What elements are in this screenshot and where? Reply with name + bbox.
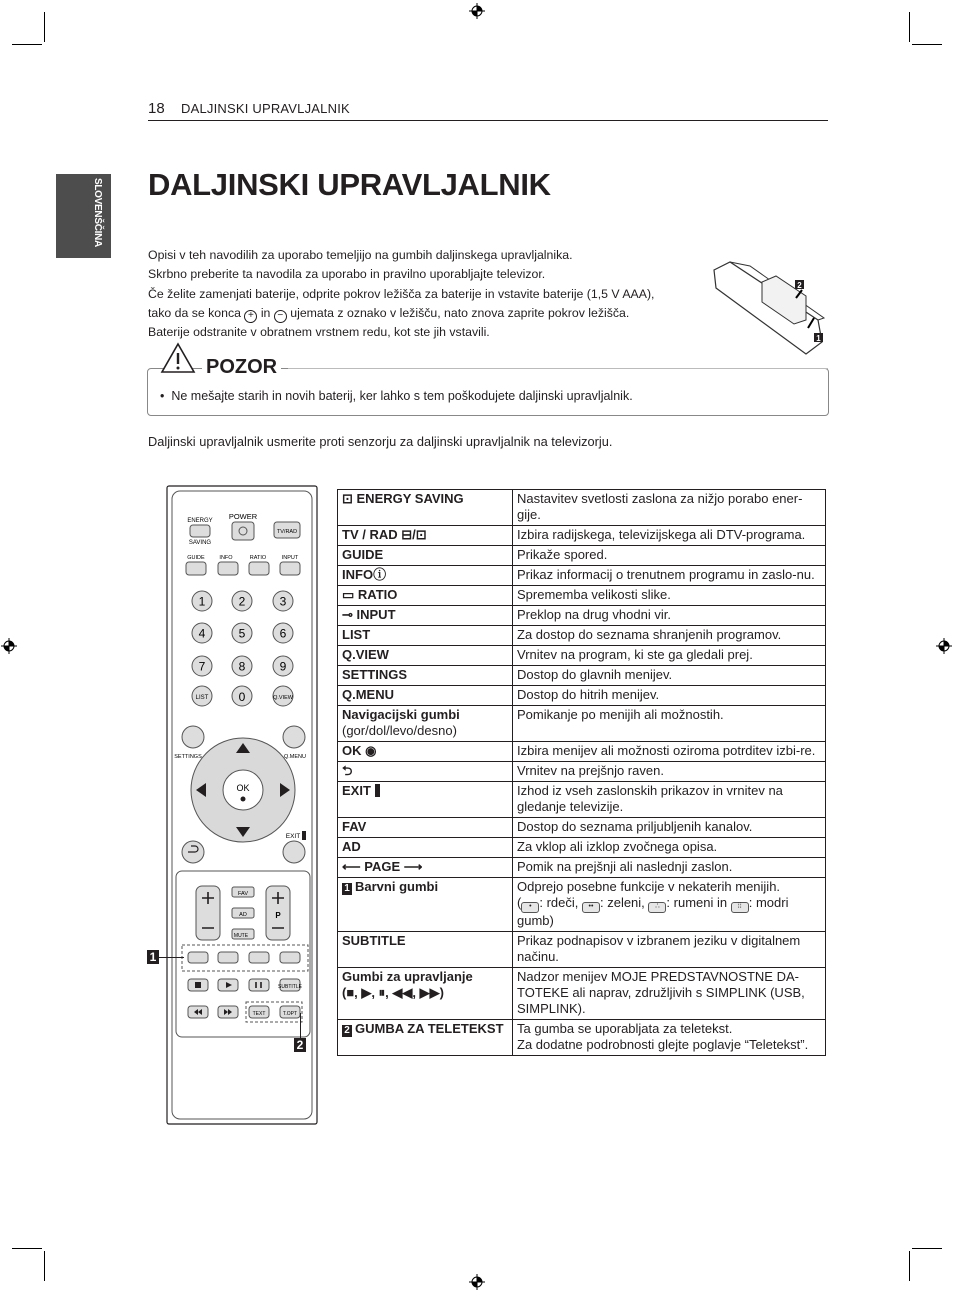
ratio-icon: ▭ [342, 587, 358, 602]
green-button-icon: •• [582, 902, 600, 913]
page-left-icon: ⟵ [342, 859, 365, 874]
table-row: GUIDE Prikaže spored. [338, 546, 826, 566]
remote-label: SUBTITLE [278, 984, 302, 990]
digit-label: 3 [279, 594, 287, 609]
page-right-icon: ⟶ [400, 859, 423, 874]
ok-dot-icon: ◉ [365, 743, 377, 758]
table-row: Navigacijski gumbi (gor/dol/levo/desno) Pomikanje po menijih ali možnostih. [338, 706, 826, 742]
language-label: SLOVENŠČINA [92, 178, 103, 247]
table-row: Q.MENU Dostop do hitrih menijev. [338, 686, 826, 706]
energy-saving-icon: ⊡ [342, 491, 357, 506]
digit-keys [192, 591, 293, 676]
remote-label: GUIDE [187, 555, 205, 561]
digit-label: 7 [198, 659, 206, 674]
table-row: FAV Dostop do seznama priljubljenih kanalov. [338, 818, 826, 838]
table-row: OK ◉ Izbira menijev ali možnosti oziroma potrditev izbi-re. [338, 742, 826, 762]
tv-radio-icon: ⊟/⊡ [401, 527, 427, 542]
running-header: DALJINSKI UPRAVLJALNIK [181, 101, 350, 116]
crop-mark [44, 12, 45, 42]
intro-line: Baterije odstranite v obratnem vrstnem redu, kot ste jih vstavili. [148, 325, 490, 340]
remote-label: Q.VIEW [273, 695, 293, 701]
table-row: LIST Za dostop do seznama shranjenih programov. [338, 626, 826, 646]
remote-label: Q.MENU [284, 754, 306, 760]
remote-label: INFO [219, 555, 233, 561]
crop-mark [12, 1248, 42, 1249]
table-row: 2 GUMBA ZA TELETEKST Ta gumba se uporabljata za teletekst. Za dodatne podrobnosti glejte poglavje “Teletekst”. [338, 1020, 826, 1056]
registration-mark-icon [469, 1274, 485, 1290]
digit-label: 4 [198, 626, 206, 641]
pointing-instruction: Daljinski upravljalnik usmerite proti senzorju za daljinski upravljalnik na televizorju. [148, 434, 613, 449]
callout-badge: 2 [294, 1038, 306, 1052]
digit-label: 2 [238, 594, 246, 609]
table-row: EXIT Izhod iz vseh zaslonskih prikazov in vrnitev na gledanje televizije. [338, 782, 826, 818]
remote-label: TV/RAD [276, 529, 298, 535]
table-row: AD Za vklop ali izklop zvočnega opisa. [338, 838, 826, 858]
table-row: SETTINGS Dostop do glavnih menijev. [338, 666, 826, 686]
page-title: DALJINSKI UPRAVLJALNIK [148, 167, 551, 202]
exit-bar-icon [375, 784, 380, 797]
plus-terminal-icon: + [244, 310, 257, 323]
remote-label: ENERGY [187, 518, 213, 524]
digit-label: 1 [198, 594, 206, 609]
registration-mark-icon [936, 638, 952, 654]
caution-item: • Ne mešajte starih in novih baterij, ker lahko s tem poškodujete daljinski upravljalnik. [160, 389, 633, 403]
battery-cover-illustration [710, 258, 832, 358]
digit-label: 6 [279, 626, 287, 641]
remote-label: POWER [228, 512, 258, 521]
crop-mark [912, 44, 942, 45]
table-row: ⮌ Vrnitev na prejšnjo raven. [338, 762, 826, 782]
remote-label: FAV [238, 891, 248, 897]
remote-label: TEXT [252, 1011, 266, 1017]
table-row: Q.VIEW Vrnitev na program, ki ste ga gledali prej. [338, 646, 826, 666]
intro-line: Če želite zamenjati baterije, odprite pokrov ležišča za baterije in vstavite baterije (1,5 V AAA), [148, 286, 655, 301]
table-row: SUBTITLE Prikaz podnapisov v izbranem jeziku v digitalnem načinu. [338, 932, 826, 968]
step-number: 1 [816, 334, 821, 343]
warning-triangle-icon [160, 342, 196, 374]
input-icon: ⊸ [342, 607, 357, 622]
table-row: ▭ RATIO Sprememba velikosti slike. [338, 586, 826, 606]
crop-mark [44, 1251, 45, 1281]
caution-title: POZOR [202, 356, 281, 379]
table-row: INFOⓘ Prikaz informacij o trenutnem programu in zaslo-nu. [338, 566, 826, 586]
digit-label: 9 [279, 659, 287, 674]
digit-label: 5 [238, 626, 246, 641]
table-row: ⊡ ENERGY SAVING Nastavitev svetlosti zaslona za nižjo porabo ener-gije. [338, 490, 826, 526]
callout-line [158, 957, 184, 958]
remote-label: LIST [195, 695, 209, 701]
crop-mark [909, 12, 910, 42]
step-number: 2 [797, 281, 802, 290]
intro-text [148, 246, 708, 342]
remote-label: T.OPT [282, 1011, 298, 1017]
table-row: 1 Barvni gumbi Odprejo posebne funkcije v nekaterih menijih. ( • : rdeči, •• : zeleni, ∴ : rumeni in ⁞⁞ : modri gumb) [338, 878, 826, 932]
minus-terminal-icon: − [274, 310, 287, 323]
table-row: ⟵ PAGE ⟶ Pomik na prejšnji ali naslednji zaslon. [338, 858, 826, 878]
language-tab [56, 174, 111, 258]
remote-label: P [275, 911, 281, 920]
table-row: TV / RAD ⊟/⊡ Izbira radijskega, televizijskega ali DTV-programa. [338, 526, 826, 546]
remote-label: INPUT [281, 555, 299, 561]
remote-label: OK [236, 783, 250, 793]
callout-badge: 1 [147, 950, 159, 964]
key-description-table [337, 489, 826, 1056]
digit-label: 8 [238, 659, 246, 674]
table-row: Gumbi za upravljanje (■, ▶, ⏸, ◀◀, ▶▶) Nadzor menijev MOJE PREDSTAVNOSTNE DA-TOTEKE ali naprav, združljivih s SIMPLINK (USB, SIMPLINK). [338, 968, 826, 1020]
remote-label: AD [239, 912, 247, 918]
remote-label: RATIO [249, 555, 267, 561]
crop-mark [912, 1248, 942, 1249]
remote-label: SAVING [188, 540, 212, 546]
remote-label: EXIT [285, 833, 301, 840]
registration-mark-icon [469, 3, 485, 19]
remote-label: 0 [238, 690, 246, 704]
page-number: 18 [148, 100, 165, 117]
caution-rule [288, 368, 828, 369]
intro-line: tako da se konca + in − ujemata z oznako v ležišču, nato znova zaprite pokrov ležišča. [148, 305, 630, 321]
red-button-icon: • [521, 902, 539, 913]
remote-label: SETTINGS [174, 754, 202, 760]
header-rule [148, 120, 828, 121]
remote-control-illustration [166, 485, 318, 1125]
table-row: ⊸ INPUT Preklop na drug vhodni vir. [338, 606, 826, 626]
remote-label: MUTE [233, 933, 249, 939]
yellow-button-icon: ∴ [648, 902, 666, 913]
intro-line: Skrbno preberite ta navodila za uporabo in pravilno uporabljajte televizor. [148, 267, 546, 282]
callout-line [300, 1013, 301, 1039]
registration-mark-icon [1, 638, 17, 654]
intro-line: Opisi v teh navodilih za uporabo temeljijo na gumbih daljinskega upravljalnika. [148, 248, 573, 262]
crop-mark [12, 44, 42, 45]
crop-mark [909, 1251, 910, 1281]
blue-button-icon: ⁞⁞ [731, 902, 749, 913]
back-icon: ⮌ [342, 763, 353, 778]
info-icon: ⓘ [373, 567, 387, 582]
